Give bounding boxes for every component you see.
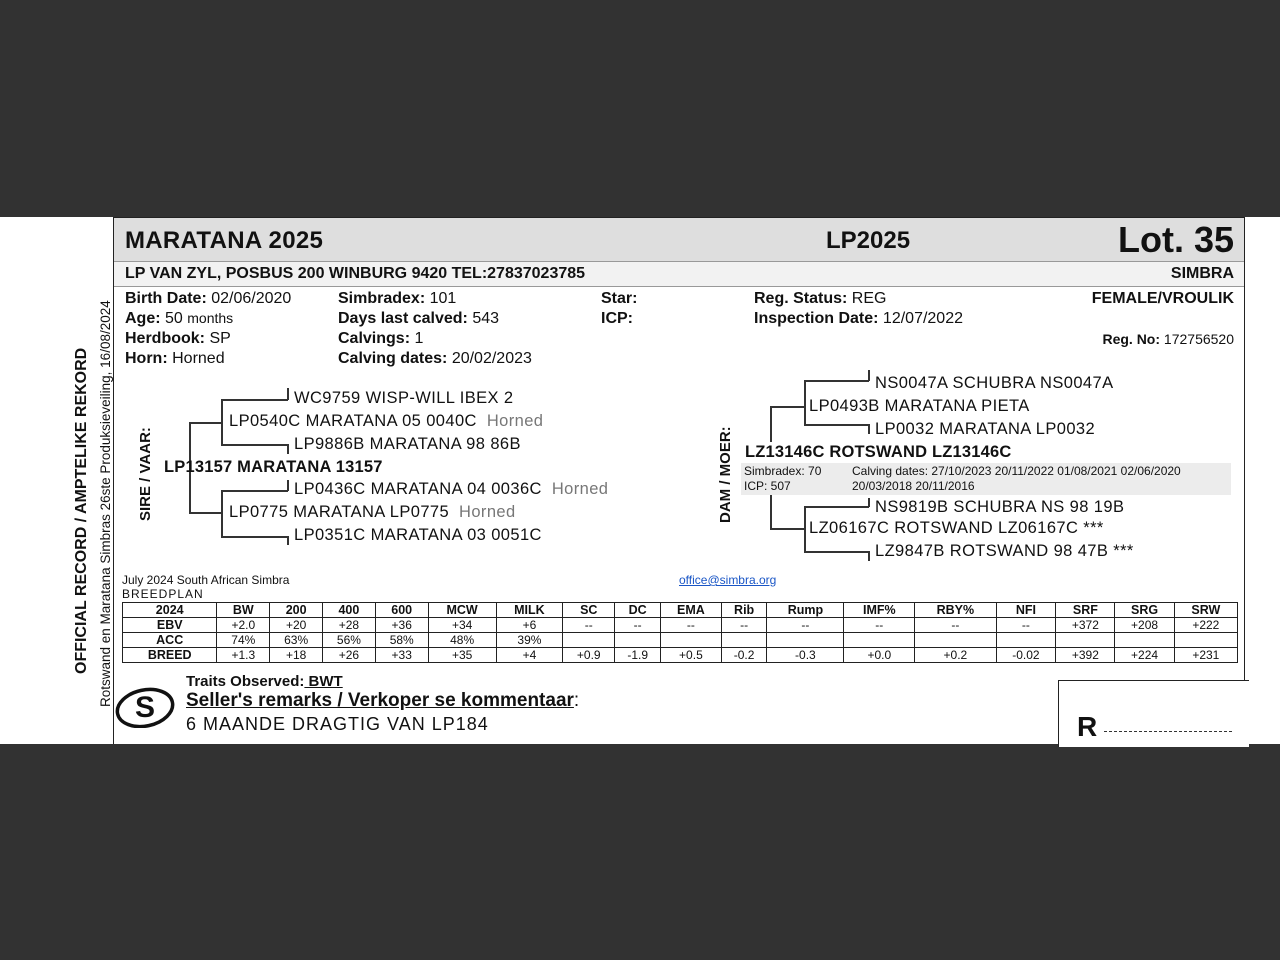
- ebv-cell: 74%: [217, 633, 270, 648]
- dam-calving-dates-2: 20/03/2018 20/11/2016: [852, 479, 975, 493]
- ebv-cell: -0.3: [767, 648, 844, 663]
- inspection-date: Inspection Date: 12/07/2022: [754, 310, 963, 327]
- dam-details: [741, 463, 1231, 495]
- dam-dam-dam: LZ9847B ROTSWAND 98 47B ***: [875, 542, 1134, 560]
- ebv-cell: -1.9: [615, 648, 661, 663]
- ebv-cell: +36: [375, 618, 428, 633]
- ebv-table: [122, 602, 1238, 663]
- ebv-cell: +18: [270, 648, 323, 663]
- office-email-link[interactable]: office@simbra.org: [679, 573, 777, 587]
- ebv-cell: +35: [428, 648, 496, 663]
- ebv-cell: +33: [375, 648, 428, 663]
- ebv-col-header: BW: [217, 603, 270, 618]
- ebv-row: [123, 633, 1238, 648]
- ebv-row: [123, 618, 1238, 633]
- ebv-col-header: DC: [615, 603, 661, 618]
- ebv-cell: 56%: [323, 633, 376, 648]
- sire-dam-sire: LP0436C MARATANA 04 0036C Horned: [294, 480, 609, 498]
- ebv-cell: 39%: [496, 633, 563, 648]
- ebv-cell: --: [721, 618, 767, 633]
- dam-sire-sire: NS0047A SCHUBRA NS0047A: [875, 374, 1114, 392]
- ebv-cell: [661, 633, 722, 648]
- ebv-col-header: 400: [323, 603, 376, 618]
- reg-number: Reg. No: 172756520: [1102, 331, 1234, 347]
- animal-code: LP2025: [826, 227, 911, 254]
- animal-name: MARATANA 2025: [125, 227, 324, 254]
- sire: LP13157 MARATANA 13157: [164, 458, 383, 476]
- ebv-cell: [915, 633, 996, 648]
- ebv-cell: +20: [270, 618, 323, 633]
- auction-subtitle: Rotswand en Maratana Simbras 26ste Produksieveiling, 16/08/2024: [98, 300, 113, 707]
- ebv-cell: 58%: [375, 633, 428, 648]
- price-label: R: [1077, 711, 1098, 742]
- ebv-cell: +1.3: [217, 648, 270, 663]
- ebv-cell: [1174, 633, 1237, 648]
- ebv-cell: +208: [1115, 618, 1174, 633]
- ebv-cell: +0.5: [661, 648, 722, 663]
- simbra-logo-icon: [115, 686, 175, 728]
- age: Age: 50 months: [125, 310, 234, 327]
- simbradex: Simbradex: 101: [338, 290, 457, 307]
- traits-observed: Traits Observed: BWT: [186, 673, 343, 690]
- dam-sire: LP0493B MARATANA PIETA: [809, 397, 1030, 415]
- owner-bar: [114, 262, 1244, 287]
- sex: FEMALE/VROULIK: [1091, 290, 1234, 307]
- birth-date: Birth Date: 02/06/2020: [125, 290, 292, 307]
- ebv-row: [123, 648, 1238, 663]
- ebv-cell: +28: [323, 618, 376, 633]
- sire-sire: LP0540C MARATANA 05 0040C Horned: [229, 412, 544, 430]
- ebv-row-label: BREED: [123, 648, 217, 663]
- ebv-cell: [1115, 633, 1174, 648]
- ebv-col-header: SRF: [1056, 603, 1115, 618]
- herdbook: Herdbook: SP: [125, 330, 231, 347]
- sire-dam: LP0775 MARATANA LP0775 Horned: [229, 503, 516, 521]
- ebv-cell: --: [661, 618, 722, 633]
- ebv-cell: 63%: [270, 633, 323, 648]
- ebv-cell: [1056, 633, 1115, 648]
- ebv-cell: --: [767, 618, 844, 633]
- ebv-cell: --: [915, 618, 996, 633]
- icp: ICP:: [601, 310, 633, 327]
- owner-details: LP VAN ZYL, POSBUS 200 WINBURG 9420 TEL:27837023785: [125, 265, 586, 282]
- sire-sire-sire: WC9759 WISP-WILL IBEX 2: [294, 389, 514, 407]
- ebv-cell: -0.02: [996, 648, 1056, 663]
- ebv-cell: [563, 633, 615, 648]
- ebv-col-header: 2024: [123, 603, 217, 618]
- ebv-cell: --: [844, 618, 915, 633]
- ebv-header-row: [123, 603, 1238, 618]
- ebv-row-label: ACC: [123, 633, 217, 648]
- ebv-cell: +231: [1174, 648, 1237, 663]
- ebv-cell: +2.0: [217, 618, 270, 633]
- sellers-remarks-heading: Seller's remarks / Verkoper se kommentaar:: [186, 690, 580, 711]
- ebv-cell: [721, 633, 767, 648]
- ebv-cell: +0.9: [563, 648, 615, 663]
- svg-text:S: S: [134, 691, 156, 724]
- ebv-col-header: SRW: [1174, 603, 1237, 618]
- ebv-col-header: Rib: [721, 603, 767, 618]
- catalogue-page: [0, 217, 1280, 744]
- ebv-row-label: EBV: [123, 618, 217, 633]
- ebv-col-header: IMF%: [844, 603, 915, 618]
- lot-card: [113, 217, 1245, 744]
- ebv-cell: +4: [496, 648, 563, 663]
- ebv-col-header: MCW: [428, 603, 496, 618]
- breedplan-label: BREEDPLAN: [122, 587, 204, 601]
- side-margin: [0, 217, 113, 744]
- ebv-col-header: EMA: [661, 603, 722, 618]
- ebv-cell: [615, 633, 661, 648]
- horn-status: Horn: Horned: [125, 350, 225, 367]
- ebv-cell: [767, 633, 844, 648]
- ebv-cell: +392: [1056, 648, 1115, 663]
- lot-number: Lot. 35: [1117, 219, 1234, 260]
- ebv-cell: +0.0: [844, 648, 915, 663]
- ebv-col-header: SRG: [1115, 603, 1174, 618]
- calvings: Calvings: 1: [338, 330, 424, 347]
- title-bar: [114, 218, 1244, 262]
- ebv-cell: --: [615, 618, 661, 633]
- ebv-cell: +222: [1174, 618, 1237, 633]
- dam-icp: ICP: 507: [744, 479, 791, 493]
- ebv-col-header: RBY%: [915, 603, 996, 618]
- ebv-cell: +34: [428, 618, 496, 633]
- ebv-col-header: NFI: [996, 603, 1056, 618]
- sire-label: SIRE / VAAR:: [137, 427, 154, 521]
- star: Star:: [601, 290, 638, 307]
- reg-status: Reg. Status: REG: [754, 290, 887, 307]
- dam-dam-sire: NS9819B SCHUBRA NS 98 19B: [875, 498, 1125, 516]
- breed-name: SIMBRA: [1170, 265, 1234, 282]
- edition-note: July 2024 South African Simbra: [122, 573, 290, 587]
- dam-simbradex: Simbradex: 70: [744, 464, 822, 478]
- dam: LZ13146C ROTSWAND LZ13146C: [745, 443, 1012, 461]
- ebv-cell: --: [996, 618, 1056, 633]
- ebv-cell: +6: [496, 618, 563, 633]
- sire-dam-dam: LP0351C MARATANA 03 0051C: [294, 526, 542, 544]
- ebv-cell: -0.2: [721, 648, 767, 663]
- days-last-calved: Days last calved: 543: [338, 310, 500, 327]
- ebv-cell: 48%: [428, 633, 496, 648]
- ebv-col-header: SC: [563, 603, 615, 618]
- ebv-col-header: 200: [270, 603, 323, 618]
- ebv-cell: +372: [1056, 618, 1115, 633]
- sellers-remarks-text: 6 MAANDE DRAGTIG VAN LP184: [186, 714, 489, 734]
- dam-calving-dates: Calving dates: 27/10/2023 20/11/2022 01/08/2021 02/06/2020: [852, 464, 1181, 478]
- ebv-col-header: Rump: [767, 603, 844, 618]
- ebv-col-header: 600: [375, 603, 428, 618]
- ebv-cell: [844, 633, 915, 648]
- ebv-cell: --: [563, 618, 615, 633]
- sire-sire-dam: LP9886B MARATANA 98 86B: [294, 435, 521, 453]
- ebv-col-header: MILK: [496, 603, 563, 618]
- ebv-cell: +26: [323, 648, 376, 663]
- ebv-cell: +0.2: [915, 648, 996, 663]
- ebv-cell: [996, 633, 1056, 648]
- dam-label: DAM / MOER:: [717, 426, 734, 523]
- price-field[interactable]: [1104, 731, 1232, 732]
- calving-dates: Calving dates: 20/02/2023: [338, 350, 532, 367]
- official-record-label: OFFICIAL RECORD / AMPTELIKE REKORD: [73, 347, 90, 674]
- dam-dam: LZ06167C ROTSWAND LZ06167C ***: [809, 519, 1104, 537]
- dam-sire-dam: LP0032 MARATANA LP0032: [875, 420, 1096, 438]
- price-box: [1058, 680, 1249, 747]
- ebv-cell: +224: [1115, 648, 1174, 663]
